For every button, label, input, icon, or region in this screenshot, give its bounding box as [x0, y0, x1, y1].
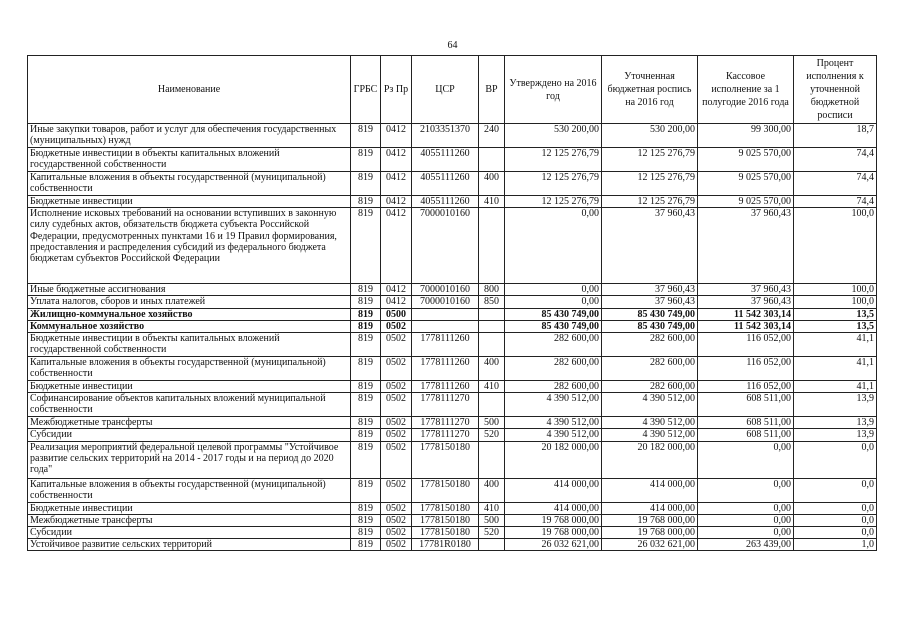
cell-name: Иные закупки товаров, работ и услуг для обеспечения государственных (муниципальных) нужд — [28, 124, 351, 148]
cell-approved: 85 430 749,00 — [505, 308, 602, 320]
table-row — [28, 502, 877, 514]
cell-name: Капитальные вложения в объекты государственной (муниципальной) собственности — [28, 172, 351, 196]
cell-cash: 37 960,43 — [698, 208, 794, 284]
table-row — [28, 417, 877, 429]
cell-cash: 263 439,00 — [698, 539, 794, 551]
cell-cash: 9 025 570,00 — [698, 196, 794, 208]
cell-csr — [412, 308, 479, 320]
cell-rzpr: 0502 — [381, 514, 412, 526]
cell-vr: 520 — [479, 526, 505, 538]
cell-refined: 85 430 749,00 — [602, 308, 698, 320]
cell-cash: 37 960,43 — [698, 284, 794, 296]
cell-grbs: 819 — [351, 502, 381, 514]
table-row — [28, 478, 877, 502]
cell-grbs: 819 — [351, 393, 381, 417]
cell-rzpr: 0500 — [381, 308, 412, 320]
cell-rzpr: 0502 — [381, 356, 412, 380]
cell-approved: 19 768 000,00 — [505, 526, 602, 538]
cell-approved: 19 768 000,00 — [505, 514, 602, 526]
cell-refined: 4 390 512,00 — [602, 429, 698, 441]
cell-rzpr: 0412 — [381, 124, 412, 148]
cell-cash: 0,00 — [698, 478, 794, 502]
cell-cash: 116 052,00 — [698, 356, 794, 380]
cell-vr: 800 — [479, 284, 505, 296]
cell-name: Исполнение исковых требований на основании вступивших в законную силу судебных актов, обязательств бюджета субъекта Российской Федерации, предусмотренных пунктами 16 и 19 Правил формирования, предоставления и распределения субсидий из федерального бюджета бюджетам субъектов Российской Федерации — [28, 208, 351, 284]
cell-csr: 17781R0180 — [412, 539, 479, 551]
cell-refined: 12 125 276,79 — [602, 148, 698, 172]
cell-csr — [412, 320, 479, 332]
cell-percent: 13,5 — [794, 308, 877, 320]
cell-grbs: 819 — [351, 429, 381, 441]
cell-vr: 850 — [479, 296, 505, 308]
cell-percent: 74,4 — [794, 172, 877, 196]
cell-percent: 41,1 — [794, 380, 877, 392]
cell-grbs: 819 — [351, 356, 381, 380]
cell-rzpr: 0502 — [381, 417, 412, 429]
cell-refined: 4 390 512,00 — [602, 417, 698, 429]
cell-grbs: 819 — [351, 526, 381, 538]
cell-csr: 4055111260 — [412, 148, 479, 172]
cell-grbs: 819 — [351, 196, 381, 208]
cell-percent: 100,0 — [794, 208, 877, 284]
cell-refined: 12 125 276,79 — [602, 196, 698, 208]
cell-cash: 608 511,00 — [698, 393, 794, 417]
cell-refined: 414 000,00 — [602, 478, 698, 502]
cell-rzpr: 0502 — [381, 526, 412, 538]
cell-vr: 240 — [479, 124, 505, 148]
cell-refined: 282 600,00 — [602, 332, 698, 356]
table-row — [28, 514, 877, 526]
table-row — [28, 429, 877, 441]
cell-csr: 1778150180 — [412, 478, 479, 502]
cell-grbs: 819 — [351, 284, 381, 296]
cell-cash: 0,00 — [698, 514, 794, 526]
cell-csr: 1778111270 — [412, 393, 479, 417]
cell-csr: 2103351370 — [412, 124, 479, 148]
cell-percent: 0,0 — [794, 526, 877, 538]
cell-cash: 99 300,00 — [698, 124, 794, 148]
header-cash: Кассовое исполнение за 1 полугодие 2016 года — [698, 56, 794, 124]
cell-vr — [479, 539, 505, 551]
cell-cash: 37 960,43 — [698, 296, 794, 308]
cell-approved: 530 200,00 — [505, 124, 602, 148]
cell-name: Капитальные вложения в объекты государственной (муниципальной) собственности — [28, 478, 351, 502]
table-row — [28, 526, 877, 538]
table-row — [28, 308, 877, 320]
header-percent: Процент исполнения к уточненной бюджетной росписи — [794, 56, 877, 124]
header-name: Наименование — [28, 56, 351, 124]
table-row — [28, 441, 877, 478]
cell-csr: 1778150180 — [412, 514, 479, 526]
cell-csr: 1778150180 — [412, 526, 479, 538]
cell-approved: 282 600,00 — [505, 380, 602, 392]
cell-cash: 116 052,00 — [698, 332, 794, 356]
cell-name: Бюджетные инвестиции — [28, 196, 351, 208]
cell-csr: 4055111260 — [412, 196, 479, 208]
cell-vr — [479, 441, 505, 478]
cell-approved: 4 390 512,00 — [505, 393, 602, 417]
cell-refined: 530 200,00 — [602, 124, 698, 148]
table-row — [28, 380, 877, 392]
cell-csr: 7000010160 — [412, 296, 479, 308]
cell-grbs: 819 — [351, 208, 381, 284]
table-row — [28, 172, 877, 196]
cell-csr: 7000010160 — [412, 284, 479, 296]
cell-name: Межбюджетные трансферты — [28, 417, 351, 429]
cell-refined: 4 390 512,00 — [602, 393, 698, 417]
header-refined: Уточненная бюджетная роспись на 2016 год — [602, 56, 698, 124]
cell-rzpr: 0502 — [381, 380, 412, 392]
cell-refined: 414 000,00 — [602, 502, 698, 514]
cell-name: Межбюджетные трансферты — [28, 514, 351, 526]
cell-grbs: 819 — [351, 380, 381, 392]
cell-approved: 0,00 — [505, 284, 602, 296]
cell-percent: 100,0 — [794, 284, 877, 296]
cell-csr: 1778111260 — [412, 380, 479, 392]
cell-rzpr: 0412 — [381, 284, 412, 296]
cell-cash: 0,00 — [698, 526, 794, 538]
table-row — [28, 356, 877, 380]
cell-percent: 74,4 — [794, 148, 877, 172]
cell-rzpr: 0412 — [381, 208, 412, 284]
cell-csr: 1778111260 — [412, 332, 479, 356]
cell-csr: 4055111260 — [412, 172, 479, 196]
cell-percent: 13,9 — [794, 417, 877, 429]
cell-grbs: 819 — [351, 172, 381, 196]
cell-vr: 400 — [479, 356, 505, 380]
cell-rzpr: 0502 — [381, 539, 412, 551]
cell-approved: 4 390 512,00 — [505, 429, 602, 441]
cell-rzpr: 0502 — [381, 441, 412, 478]
cell-rzpr: 0502 — [381, 320, 412, 332]
cell-rzpr: 0502 — [381, 478, 412, 502]
cell-vr — [479, 308, 505, 320]
cell-name: Бюджетные инвестиции — [28, 380, 351, 392]
table-header-row — [28, 56, 877, 124]
cell-refined: 282 600,00 — [602, 356, 698, 380]
cell-cash: 116 052,00 — [698, 380, 794, 392]
cell-refined: 26 032 621,00 — [602, 539, 698, 551]
cell-vr: 400 — [479, 172, 505, 196]
cell-csr: 7000010160 — [412, 208, 479, 284]
cell-vr: 400 — [479, 478, 505, 502]
cell-csr: 1778111260 — [412, 356, 479, 380]
cell-refined: 37 960,43 — [602, 208, 698, 284]
table-row — [28, 284, 877, 296]
budget-execution-table — [27, 55, 877, 551]
cell-approved: 85 430 749,00 — [505, 320, 602, 332]
cell-name: Бюджетные инвестиции — [28, 502, 351, 514]
cell-approved: 282 600,00 — [505, 332, 602, 356]
cell-vr: 410 — [479, 380, 505, 392]
cell-rzpr: 0412 — [381, 148, 412, 172]
cell-refined: 19 768 000,00 — [602, 514, 698, 526]
cell-approved: 0,00 — [505, 296, 602, 308]
table-row — [28, 332, 877, 356]
header-approved: Утверждено на 2016 год — [505, 56, 602, 124]
cell-vr: 500 — [479, 417, 505, 429]
cell-name: Уплата налогов, сборов и иных платежей — [28, 296, 351, 308]
table-row — [28, 393, 877, 417]
cell-vr — [479, 332, 505, 356]
cell-cash: 608 511,00 — [698, 429, 794, 441]
cell-approved: 12 125 276,79 — [505, 148, 602, 172]
cell-percent: 0,0 — [794, 514, 877, 526]
cell-grbs: 819 — [351, 308, 381, 320]
cell-grbs: 819 — [351, 514, 381, 526]
cell-percent: 0,0 — [794, 478, 877, 502]
cell-refined: 37 960,43 — [602, 296, 698, 308]
cell-cash: 9 025 570,00 — [698, 148, 794, 172]
cell-rzpr: 0412 — [381, 172, 412, 196]
header-csr: ЦСР — [412, 56, 479, 124]
table-row — [28, 539, 877, 551]
cell-refined: 37 960,43 — [602, 284, 698, 296]
cell-rzpr: 0502 — [381, 429, 412, 441]
header-vr: ВР — [479, 56, 505, 124]
table-row — [28, 124, 877, 148]
table-row — [28, 296, 877, 308]
table-row — [28, 208, 877, 284]
cell-name: Субсидии — [28, 429, 351, 441]
cell-grbs: 819 — [351, 441, 381, 478]
cell-approved: 282 600,00 — [505, 356, 602, 380]
cell-approved: 12 125 276,79 — [505, 172, 602, 196]
cell-name: Устойчивое развитие сельских территорий — [28, 539, 351, 551]
cell-percent: 18,7 — [794, 124, 877, 148]
cell-cash: 9 025 570,00 — [698, 172, 794, 196]
cell-rzpr: 0502 — [381, 393, 412, 417]
header-grbs: ГРБС — [351, 56, 381, 124]
cell-vr: 500 — [479, 514, 505, 526]
cell-percent: 0,0 — [794, 441, 877, 478]
cell-approved: 4 390 512,00 — [505, 417, 602, 429]
cell-approved: 26 032 621,00 — [505, 539, 602, 551]
cell-name: Реализация мероприятий федеральной целевой программы "Устойчивое развитие сельских территорий на 2014 - 2017 годы и на период до 2020 года" — [28, 441, 351, 478]
cell-rzpr: 0412 — [381, 296, 412, 308]
cell-name: Коммунальное хозяйство — [28, 320, 351, 332]
cell-name: Софинансирование объектов капитальных вложений муниципальной собственности — [28, 393, 351, 417]
cell-vr — [479, 208, 505, 284]
cell-csr: 1778111270 — [412, 429, 479, 441]
cell-name: Субсидии — [28, 526, 351, 538]
cell-refined: 20 182 000,00 — [602, 441, 698, 478]
cell-cash: 0,00 — [698, 441, 794, 478]
cell-percent: 74,4 — [794, 196, 877, 208]
cell-percent: 13,5 — [794, 320, 877, 332]
cell-grbs: 819 — [351, 124, 381, 148]
cell-percent: 41,1 — [794, 332, 877, 356]
cell-csr: 1778150180 — [412, 502, 479, 514]
cell-refined: 85 430 749,00 — [602, 320, 698, 332]
cell-cash: 11 542 303,14 — [698, 320, 794, 332]
cell-grbs: 819 — [351, 320, 381, 332]
table-row — [28, 320, 877, 332]
cell-percent: 13,9 — [794, 429, 877, 441]
cell-vr: 410 — [479, 502, 505, 514]
cell-csr: 1778150180 — [412, 441, 479, 478]
cell-vr: 520 — [479, 429, 505, 441]
cell-approved: 414 000,00 — [505, 478, 602, 502]
cell-vr — [479, 320, 505, 332]
cell-percent: 100,0 — [794, 296, 877, 308]
cell-grbs: 819 — [351, 296, 381, 308]
cell-csr: 1778111270 — [412, 417, 479, 429]
cell-vr: 410 — [479, 196, 505, 208]
table-row — [28, 196, 877, 208]
cell-approved: 20 182 000,00 — [505, 441, 602, 478]
cell-name: Бюджетные инвестиции в объекты капитальных вложений государственной собственности — [28, 332, 351, 356]
cell-refined: 19 768 000,00 — [602, 526, 698, 538]
cell-vr — [479, 393, 505, 417]
cell-refined: 282 600,00 — [602, 380, 698, 392]
cell-percent: 1,0 — [794, 539, 877, 551]
page-number: 64 — [447, 40, 458, 51]
cell-vr — [479, 148, 505, 172]
cell-approved: 12 125 276,79 — [505, 196, 602, 208]
cell-percent: 41,1 — [794, 356, 877, 380]
cell-rzpr: 0502 — [381, 502, 412, 514]
cell-grbs: 819 — [351, 539, 381, 551]
cell-approved: 0,00 — [505, 208, 602, 284]
header-rzpr: Рз Пр — [381, 56, 412, 124]
cell-name: Иные бюджетные ассигнования — [28, 284, 351, 296]
cell-name: Бюджетные инвестиции в объекты капитальных вложений государственной собственности — [28, 148, 351, 172]
cell-grbs: 819 — [351, 148, 381, 172]
cell-approved: 414 000,00 — [505, 502, 602, 514]
cell-rzpr: 0412 — [381, 196, 412, 208]
cell-refined: 12 125 276,79 — [602, 172, 698, 196]
cell-grbs: 819 — [351, 332, 381, 356]
cell-name: Капитальные вложения в объекты государственной (муниципальной) собственности — [28, 356, 351, 380]
table-row — [28, 148, 877, 172]
cell-percent: 0,0 — [794, 502, 877, 514]
cell-cash: 608 511,00 — [698, 417, 794, 429]
cell-grbs: 819 — [351, 417, 381, 429]
table-body — [28, 124, 877, 551]
cell-name: Жилищно-коммунальное хозяйство — [28, 308, 351, 320]
cell-cash: 11 542 303,14 — [698, 308, 794, 320]
cell-grbs: 819 — [351, 478, 381, 502]
cell-rzpr: 0502 — [381, 332, 412, 356]
cell-cash: 0,00 — [698, 502, 794, 514]
cell-percent: 13,9 — [794, 393, 877, 417]
